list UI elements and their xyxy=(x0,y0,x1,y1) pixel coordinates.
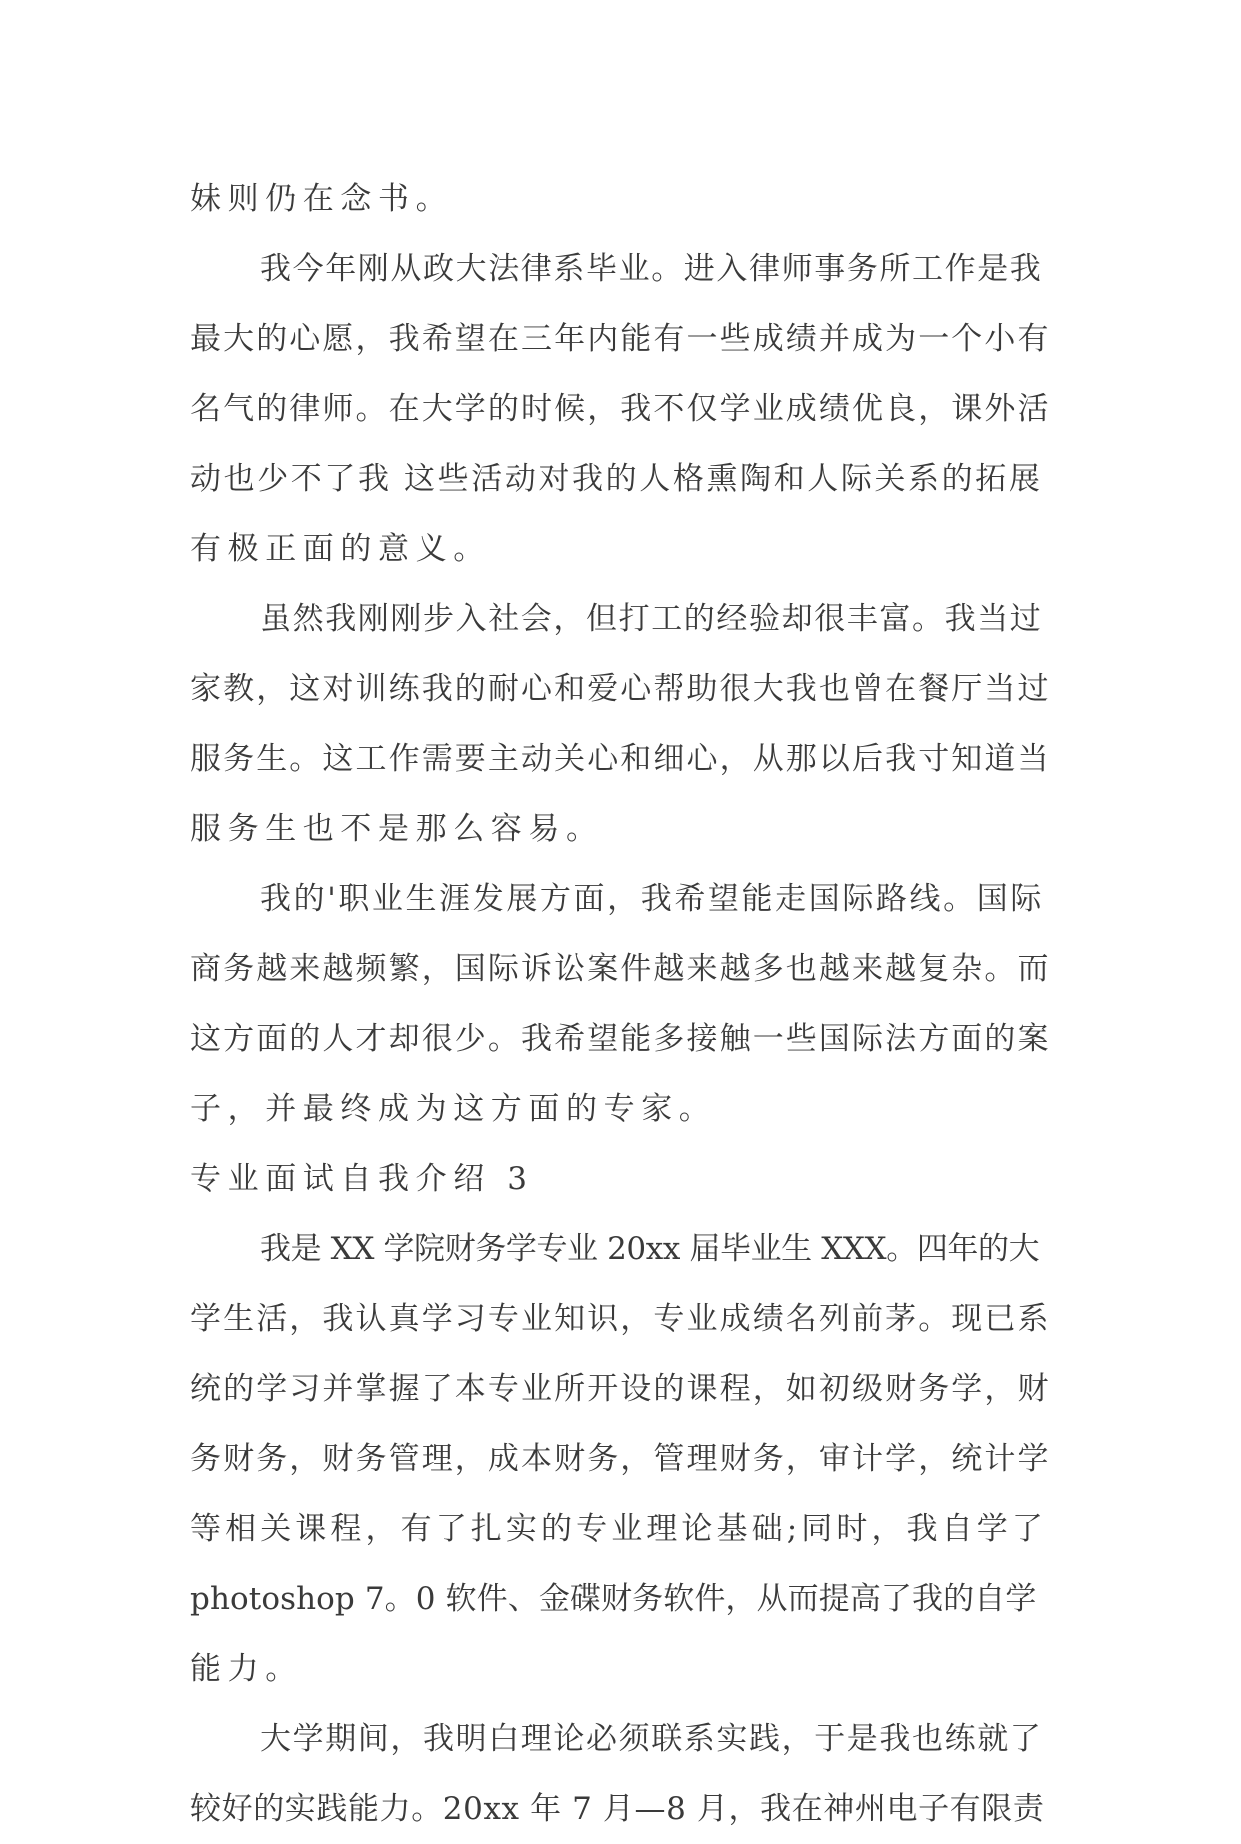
text-line: 服务生。这工作需要主动关心和细心，从那以后我寸知道当 xyxy=(190,741,1051,777)
text-line: 我今年刚从政大法律系毕业。进入律师事务所工作是我 xyxy=(260,251,1043,287)
text-line: 最大的心愿，我希望在三年内能有一些成绩并成为一个小有 xyxy=(190,321,1051,357)
text-line: 能力。 xyxy=(190,1651,303,1687)
text-line: 统的学习并掌握了本专业所开设的课程，如初级财务学，财 xyxy=(190,1371,1051,1407)
text-line: 商务越来越频繁，国际诉讼案件越来越多也越来越复杂。而 xyxy=(190,951,1051,987)
text-line: 名气的律师。在大学的时候，我不仅学业成绩优良，课外活 xyxy=(190,391,1051,427)
text-line: photoshop 7。0 软件、金碟财务软件，从而提高了我的自学 xyxy=(190,1581,1037,1617)
text-line: 家教，这对训练我的耐心和爱心帮助很大我也曾在餐厅当过 xyxy=(190,671,1051,707)
text-line: 大学期间，我明白理论必须联系实践，于是我也练就了 xyxy=(260,1721,1043,1757)
text-line: 子，并最终成为这方面的专家。 xyxy=(190,1091,717,1127)
section-heading: 专业面试自我介绍 3 xyxy=(190,1161,534,1197)
text-line: 我是 XX 学院财务学专业 20xx 届毕业生 XXX。四年的大 xyxy=(260,1231,1040,1267)
text-line: 学生活，我认真学习专业知识，专业成绩名列前茅。现已系 xyxy=(190,1301,1051,1337)
text-line: 较好的实践能力。20xx 年 7 月—8 月，我在神州电子有限责 xyxy=(190,1791,1045,1827)
text-line: 务财务，财务管理，成本财务，管理财务，审计学，统计学 xyxy=(190,1441,1051,1477)
text-line: 虽然我刚刚步入社会，但打工的经验却很丰富。我当过 xyxy=(260,601,1043,637)
text-line: 妹则仍在念书。 xyxy=(190,181,454,217)
text-line: 服务生也不是那么容易。 xyxy=(190,811,604,847)
text-line: 这方面的人才却很少。我希望能多接触一些国际法方面的案 xyxy=(190,1021,1051,1057)
document-body xyxy=(190,164,1052,1844)
text-line: 有极正面的意义。 xyxy=(190,531,491,567)
text-line: 我的'职业生涯发展方面，我希望能走国际路线。国际 xyxy=(260,881,1044,917)
text-line: 等相关课程，有了扎实的专业理论基础;同时，我自学了 xyxy=(190,1511,1047,1547)
text-line: 动也少不了我 这些活动对我的人格熏陶和人际关系的拓展 xyxy=(190,461,1043,497)
